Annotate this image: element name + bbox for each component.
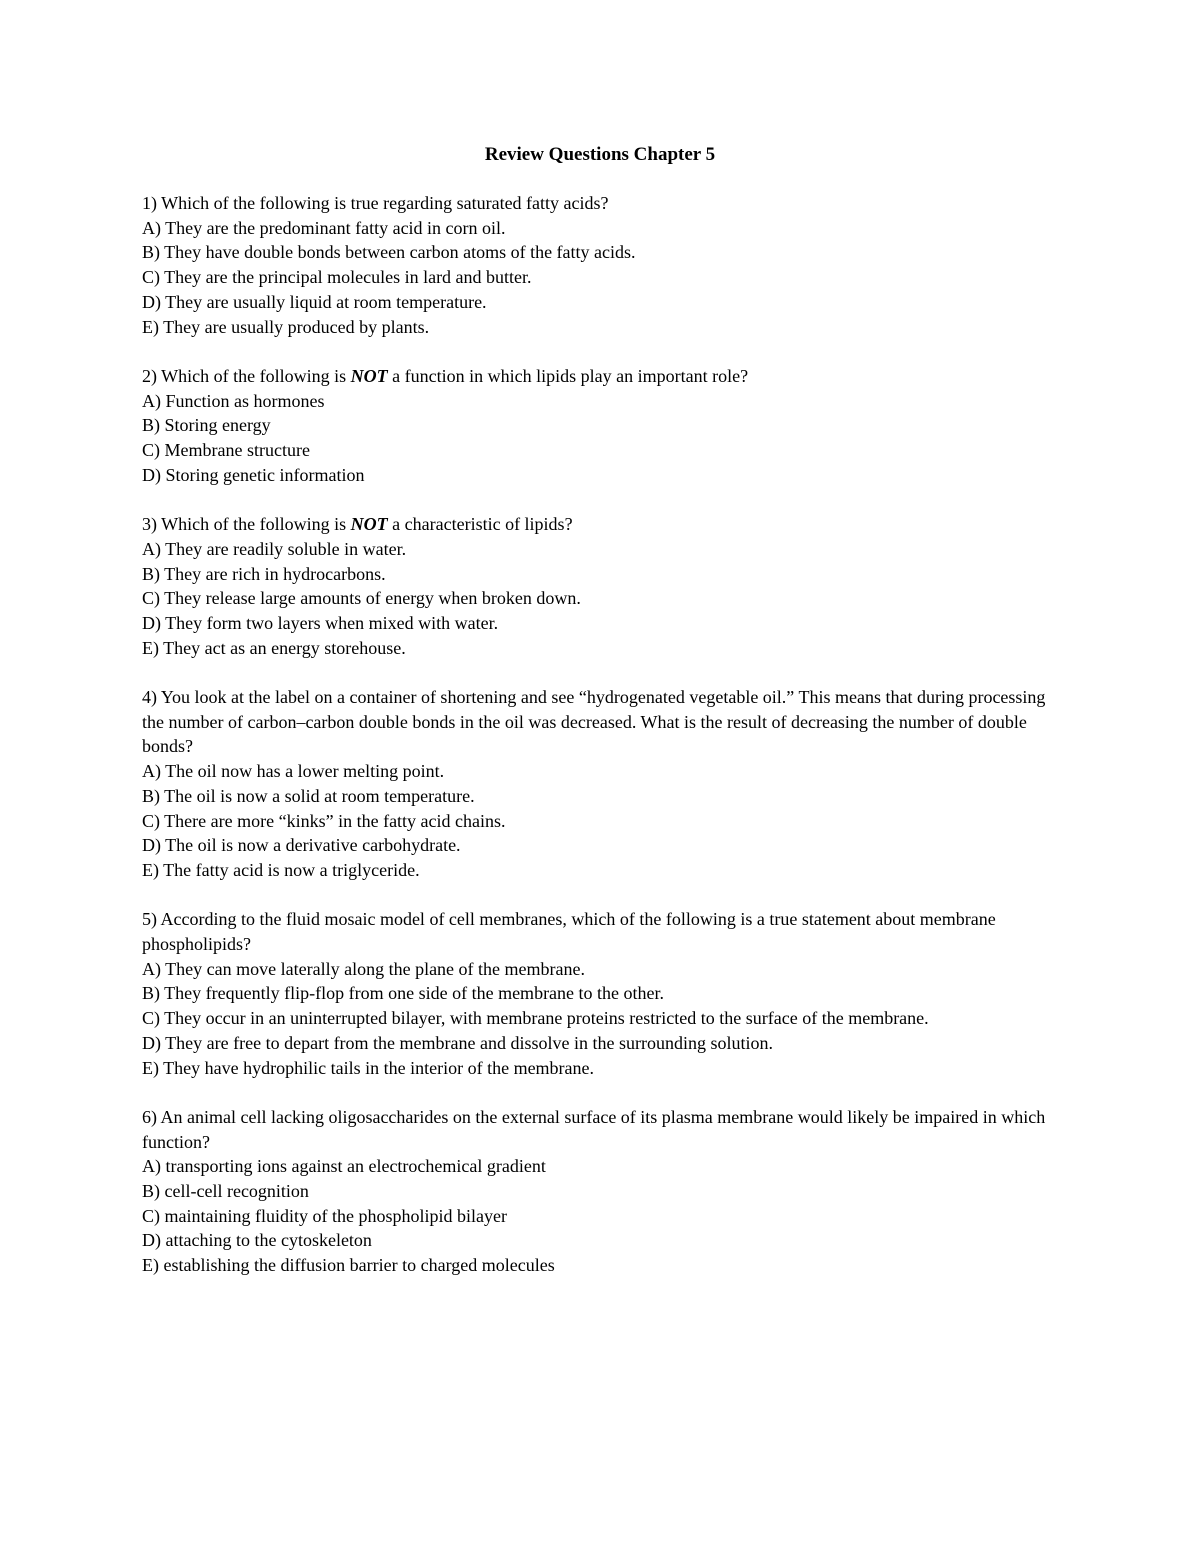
answer-option: E) They have hydrophilic tails in the interior of the membrane. [142,1057,595,1078]
answer-option: A) They can move laterally along the plane of the membrane. [142,958,585,979]
answer-option: D) They are usually liquid at room temperature. [142,291,487,312]
answer-option: E) They are usually produced by plants. [142,316,430,337]
answer-option: C) Membrane structure [142,440,310,461]
answer-option: D) They are free to depart from the membrane and dissolve in the surrounding solution. [142,1032,773,1053]
answer-option: C) There are more “kinks” in the fatty acid chains. [142,810,506,831]
answer-option: E) They act as an energy storehouse. [142,637,406,658]
question-1 [142,191,1052,339]
question-stem [142,512,1052,537]
question-stem [142,364,1052,389]
question-stem: 6) An animal cell lacking oligosaccharides on the external surface of its plasma membrane would likely be impaired in which function? [142,1106,1046,1152]
answer-option: D) attaching to the cytoskeleton [142,1230,372,1251]
question-list [142,191,1052,1303]
stem-text: 3) Which of the following is [142,514,351,535]
emphasis-text: NOT [350,365,388,386]
answer-option: A) Function as hormones [142,390,325,411]
answer-option: B) cell-cell recognition [142,1181,309,1202]
answer-option: C) maintaining fluidity of the phospholipid bilayer [142,1205,507,1226]
answer-option: B) They frequently flip-flop from one side of the membrane to the other. [142,983,665,1004]
question-2 [142,364,1052,488]
answer-option: D) The oil is now a derivative carbohydrate. [142,835,461,856]
answer-option: B) The oil is now a solid at room temperature. [142,785,475,806]
answer-option: A) They are the predominant fatty acid in corn oil. [142,217,506,238]
answer-option: E) establishing the diffusion barrier to charged molecules [142,1255,555,1276]
answer-option: B) Storing energy [142,415,271,436]
stem-text: 2) Which of the following is [142,365,351,386]
question-6 [142,1105,1052,1278]
question-stem: 1) Which of the following is true regarding saturated fatty acids? [142,193,609,213]
answer-option: A) The oil now has a lower melting point. [142,761,445,782]
question-5 [142,907,1052,1080]
answer-option: E) The fatty acid is now a triglyceride. [142,859,420,880]
answer-option: D) Storing genetic information [142,464,365,485]
stem-text: a characteristic of lipids? [387,514,573,535]
answer-option: C) They are the principal molecules in lard and butter. [142,267,532,288]
answer-option: A) transporting ions against an electrochemical gradient [142,1156,546,1177]
question-3 [142,512,1052,660]
stem-text: a function in which lipids play an important role? [387,365,749,386]
page-title: Review Questions Chapter 5 [484,144,716,165]
answer-option: B) They have double bonds between carbon atoms of the fatty acids. [142,242,636,263]
emphasis-text: NOT [350,514,388,535]
question-4 [142,685,1052,883]
answer-option: C) They occur in an uninterrupted bilayer, with membrane proteins restricted to the surface of the membrane. [142,1008,929,1029]
question-stem: 4) You look at the label on a container of shortening and see “hydrogenated vegetable oil.” This means that during processing the number of carbon–carbon double bonds in the oil was decreased. What is the result of decreasing the number of double bonds? [142,687,1046,757]
answer-option: D) They form two layers when mixed with water. [142,612,499,633]
question-stem: 5) According to the fluid mosaic model of cell membranes, which of the following is a true statement about membrane phospholipids? [142,909,996,955]
answer-option: B) They are rich in hydrocarbons. [142,563,386,584]
answer-option: A) They are readily soluble in water. [142,538,407,559]
answer-option: C) They release large amounts of energy when broken down. [142,588,581,609]
